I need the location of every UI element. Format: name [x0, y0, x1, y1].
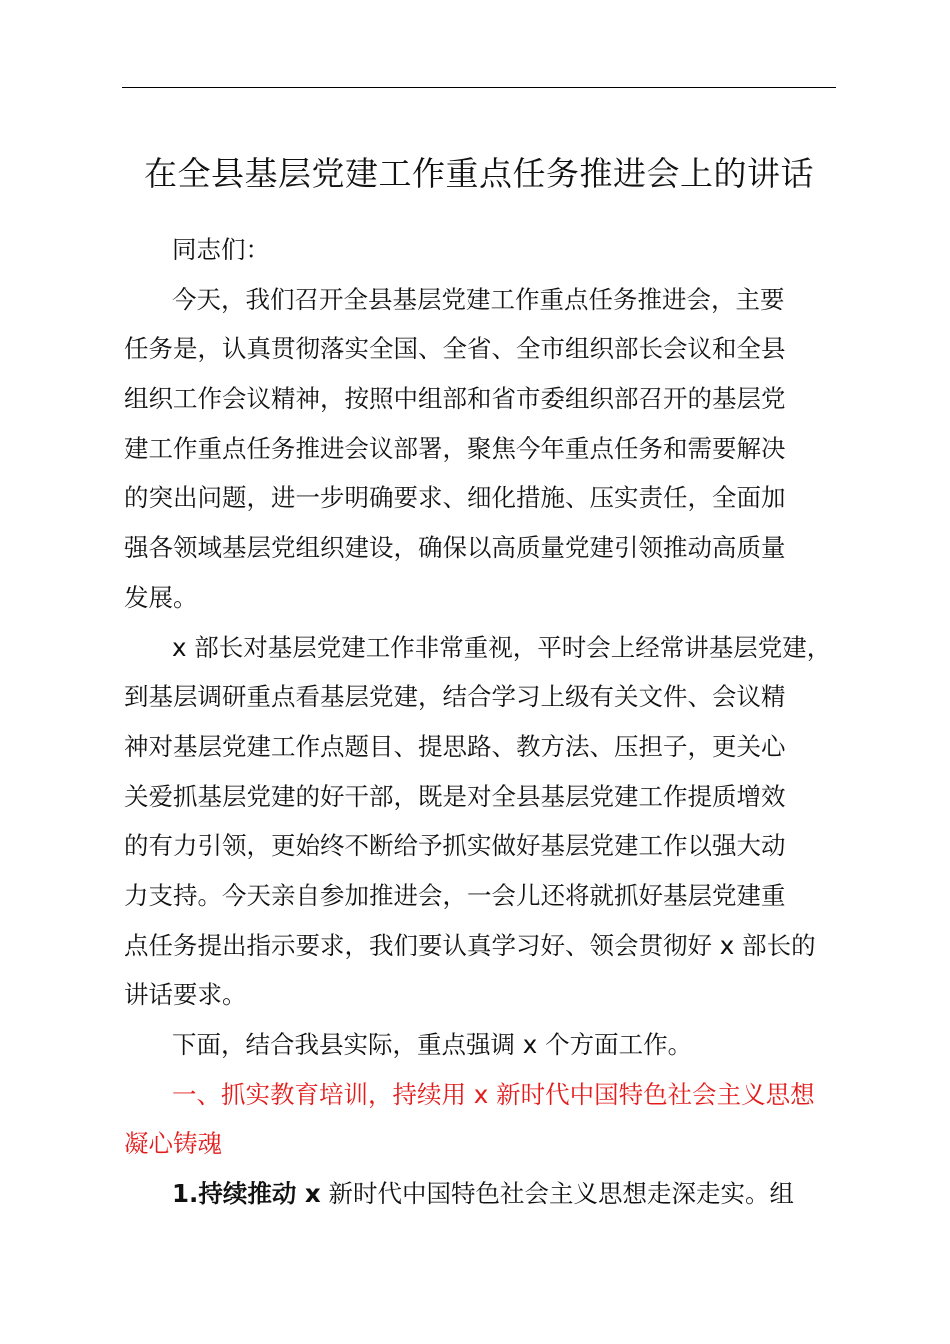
paragraph-2-line-2: 到基层调研重点看基层党建，结合学习上级有关文件、会议精	[124, 682, 786, 711]
salutation: 同志们：	[172, 235, 270, 264]
paragraph-1-line-7: 发展。	[124, 583, 198, 612]
paragraph-2-line-1: x 部长对基层党建工作非常重视，平时会上经常讲基层党建，	[172, 633, 832, 662]
subsection-line-1	[172, 1177, 794, 1211]
document-title: 在全县基层党建工作重点任务推进会上的讲话	[144, 154, 814, 193]
paragraph-1-line-3: 组织工作会议精神，按照中组部和省市委组织部召开的基层党	[124, 384, 786, 413]
paragraph-1-line-5: 的突出问题，进一步明确要求、细化措施、压实责任，全面加	[124, 483, 786, 512]
paragraph-1-line-4: 建工作重点任务推进会议部署，聚焦今年重点任务和需要解决	[124, 434, 786, 463]
paragraph-2-line-8: 讲话要求。	[124, 980, 247, 1009]
section-heading-line-1: 一、抓实教育培训，持续用 x 新时代中国特色社会主义思想	[172, 1080, 815, 1109]
section-heading-line-2: 凝心铸魂	[124, 1129, 222, 1158]
paragraph-2-line-6: 力支持。今天亲自参加推进会，一会儿还将就抓好基层党建重	[124, 881, 786, 910]
paragraph-1-line-6: 强各领域基层党组织建设，确保以高质量党建引领推动高质量	[124, 533, 786, 562]
subsection-text: 新时代中国特色社会主义思想走深走实。组	[320, 1179, 794, 1208]
paragraph-2-line-4: 关爱抓基层党建的好干部，既是对全县基层党建工作提质增效	[124, 782, 786, 811]
header-rule	[122, 87, 836, 88]
subsection-number: 1.持续推动 x	[172, 1179, 321, 1208]
paragraph-2-line-7: 点任务提出指示要求，我们要认真学习好、领会贯彻好 x 部长的	[124, 931, 816, 960]
paragraph-2-line-3: 神对基层党建工作点题目、提思路、教方法、压担子，更关心	[124, 732, 786, 761]
paragraph-1-line-2: 任务是，认真贯彻落实全国、全省、全市组织部长会议和全县	[124, 334, 786, 363]
paragraph-3-line-1: 下面，结合我县实际，重点强调 x 个方面工作。	[172, 1030, 693, 1059]
paragraph-1-line-1: 今天，我们召开全县基层党建工作重点任务推进会，主要	[172, 285, 785, 314]
paragraph-2-line-5: 的有力引领，更始终不断给予抓实做好基层党建工作以强大动	[124, 831, 786, 860]
